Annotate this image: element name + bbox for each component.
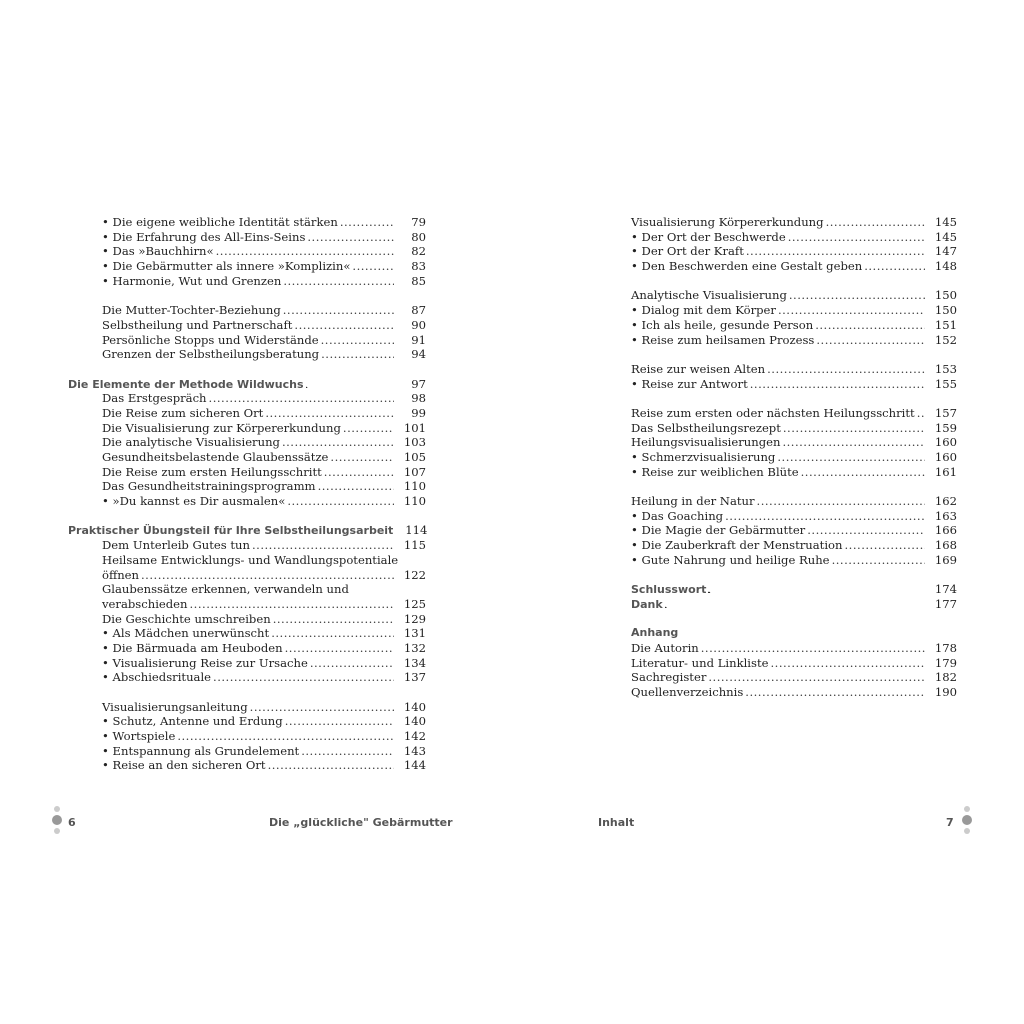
toc-entry	[631, 288, 957, 303]
toc-leader-dots	[826, 215, 925, 230]
toc-leader-dots	[141, 568, 394, 583]
toc-entry	[68, 259, 426, 274]
toc-section-heading	[68, 523, 426, 538]
toc-page-number: 79	[411, 215, 426, 229]
toc-page-number: 132	[403, 640, 426, 655]
toc-entry	[68, 318, 426, 333]
toc-entry	[631, 303, 957, 318]
toc-entry-title: Persönliche Stopps und Widerstände	[102, 332, 319, 347]
toc-entry-title: • Wortspiele	[102, 729, 176, 744]
toc-page-number: 97	[411, 376, 426, 391]
toc-leader-dots	[301, 744, 394, 759]
toc-spacer	[68, 509, 426, 524]
toc-leader-dots	[783, 421, 925, 436]
toc-page-number: 98	[411, 391, 426, 406]
toc-entry	[68, 303, 426, 318]
toc-entry	[631, 656, 957, 671]
toc-entry-title: Die Geschichte umschreiben	[102, 611, 271, 626]
toc-page-number: 131	[403, 626, 426, 641]
toc-spacer	[631, 479, 957, 494]
toc-leader-dots	[725, 509, 925, 524]
right-page-number: 7	[946, 816, 954, 829]
toc-entry-title: • Gute Nahrung und heilige Ruhe	[631, 552, 830, 567]
toc-entry	[68, 597, 426, 612]
toc-leader-dots	[285, 641, 394, 656]
toc-entry	[631, 465, 957, 480]
toc-left-column	[68, 215, 426, 773]
toc-section-heading	[68, 377, 426, 392]
toc-page-number: 179	[934, 655, 957, 670]
toc-page-number: 159	[934, 420, 957, 435]
toc-section-heading	[631, 597, 957, 612]
toc-leader-dots	[801, 465, 925, 480]
toc-page-number: 163	[934, 508, 957, 523]
toc-entry	[631, 435, 957, 450]
toc-entry-title: • Harmonie, Wut und Grenzen	[102, 273, 282, 288]
toc-leader-dots	[209, 391, 394, 406]
toc-entry	[68, 450, 426, 465]
toc-entry-title: Die Autorin	[631, 640, 699, 655]
toc-leader-dots	[789, 288, 925, 303]
toc-spacer	[631, 612, 957, 627]
toc-leader-dots	[708, 670, 925, 685]
toc-page-number: 143	[403, 743, 426, 758]
toc-entry-title: Die analytische Visualisierung	[102, 435, 280, 450]
toc-entry-title: • Die Zauberkraft der Menstruation	[631, 538, 843, 553]
toc-entry-title: Heilung in der Natur	[631, 494, 755, 509]
toc-spacer	[68, 288, 426, 303]
toc-leader-dots	[701, 641, 925, 656]
toc-entry-title: Reise zur weisen Alten	[631, 361, 766, 376]
toc-page-number: 134	[403, 655, 426, 670]
toc-entry	[68, 435, 426, 450]
toc-entry	[631, 685, 957, 700]
left-page-number: 6	[68, 816, 76, 829]
toc-entry	[68, 700, 426, 715]
toc-page-number: 174	[934, 582, 957, 597]
toc-leader-dots	[343, 421, 394, 436]
toc-entry-title: Heilsame Entwicklungs- und Wandlungspotentiale	[102, 552, 399, 567]
toc-entry-title: Schlusswort	[631, 583, 707, 597]
toc-page-number: 90	[411, 317, 426, 332]
toc-entry-title: Die Reise zum ersten Heilungsschritt	[102, 464, 322, 479]
toc-page-number: 129	[403, 611, 426, 626]
toc-entry-title: Gesundheitsbelastende Glaubenssätze	[102, 450, 329, 464]
toc-leader-dots	[815, 318, 925, 333]
toc-entry	[68, 479, 426, 494]
toc-page-number: 110	[403, 479, 426, 494]
toc-entry-title: Die Mutter-Tochter-Beziehung	[102, 303, 281, 318]
toc-page-number: 91	[411, 332, 426, 347]
toc-page-number: 182	[934, 670, 957, 685]
toc-entry	[631, 523, 957, 538]
toc-leader-dots	[318, 479, 394, 494]
toc-page-number: 168	[934, 538, 957, 553]
toc-entry-title: • Das Goaching	[631, 508, 724, 523]
toc-leader-dots	[665, 597, 925, 614]
toc-entry-title: Dank	[631, 597, 663, 611]
toc-entry-title: • Die Bärmuada am Heuboden	[102, 640, 283, 655]
toc-entry-title: • Der Ort der Beschwerde	[631, 229, 786, 244]
toc-entry	[68, 714, 426, 729]
toc-entry	[68, 568, 426, 583]
toc-entry-title: • Schmerzvisualisierung	[631, 450, 776, 464]
toc-entry	[68, 758, 426, 773]
toc-entry	[631, 509, 957, 524]
toc-entry	[631, 362, 957, 377]
toc-leader-dots	[252, 538, 394, 553]
toc-leader-dots	[746, 244, 925, 259]
toc-entry-title: Glaubenssätze erkennen, verwandeln und	[102, 582, 349, 597]
toc-entry-title: Analytische Visualisierung	[631, 288, 787, 303]
toc-entry-title: Das Gesundheitstrainingsprogramm	[102, 479, 316, 494]
toc-entry-title: Visualisierungsanleitung	[102, 699, 248, 714]
toc-entry	[68, 215, 426, 230]
toc-entry	[631, 553, 957, 568]
toc-page-number: 122	[403, 567, 426, 582]
toc-entry	[68, 744, 426, 759]
toc-section-heading	[631, 626, 957, 641]
right-running-title: Inhalt	[598, 816, 635, 829]
toc-leader-dots	[283, 303, 394, 318]
toc-leader-dots	[330, 450, 394, 465]
toc-page-number: 114	[405, 523, 428, 538]
toc-leader-dots	[324, 465, 394, 480]
toc-page-number: 82	[411, 244, 426, 259]
toc-entry	[68, 244, 426, 259]
toc-page-number: 83	[411, 259, 426, 274]
toc-page-number: 107	[403, 464, 426, 479]
toc-entry	[631, 421, 957, 436]
toc-entry-title: • Abschiedsrituale	[102, 670, 212, 685]
toc-page-number: 105	[403, 450, 426, 464]
toc-entry-title: • Die Gebärmutter als innere »Komplizin«	[102, 259, 351, 274]
toc-entry-title: Die Reise zum sicheren Ort	[102, 405, 264, 420]
toc-page-number: 157	[934, 405, 957, 420]
toc-section-heading	[631, 582, 957, 597]
toc-leader-dots	[273, 612, 394, 627]
toc-entry	[68, 582, 426, 597]
toc-entry	[631, 318, 957, 333]
toc-entry	[631, 230, 957, 245]
toc-leader-dots	[777, 450, 925, 465]
toc-leader-dots	[782, 435, 925, 450]
toc-leader-dots	[285, 714, 394, 729]
toc-entry-title: Das Erstgespräch	[102, 391, 207, 406]
toc-page-number: 99	[411, 405, 426, 420]
toc-entry	[631, 670, 957, 685]
toc-leader-dots	[294, 318, 394, 333]
toc-page-number: 115	[403, 538, 426, 553]
toc-entry-title: • Visualisierung Reise zur Ursache	[102, 655, 308, 670]
toc-leader-dots	[917, 406, 925, 421]
toc-entry	[68, 230, 426, 245]
toc-entry-title: • Das »Bauchhirn«	[102, 244, 214, 259]
toc-entry	[68, 656, 426, 671]
toc-page-number: 150	[934, 303, 957, 318]
toc-entry-title: • Reise zur weiblichen Blüte	[631, 464, 799, 479]
toc-entry	[68, 612, 426, 627]
toc-leader-dots	[340, 215, 394, 230]
toc-entry-title: Dem Unterleib Gutes tun	[102, 538, 250, 553]
toc-entry	[68, 641, 426, 656]
toc-entry-title: • Den Beschwerden eine Gestalt geben	[631, 259, 863, 274]
toc-entry-title: Die Visualisierung zur Körpererkundung	[102, 420, 341, 435]
toc-entry	[631, 377, 957, 392]
toc-leader-dots	[321, 347, 394, 362]
toc-leader-dots	[767, 362, 925, 377]
toc-leader-dots	[265, 406, 394, 421]
toc-spacer	[68, 685, 426, 700]
toc-entry	[68, 494, 426, 509]
toc-leader-dots	[282, 435, 394, 450]
toc-page-number: 125	[403, 596, 426, 611]
toc-leader-dots	[778, 303, 925, 318]
toc-leader-dots	[750, 377, 925, 392]
toc-entry-title: • Als Mädchen unerwünscht	[102, 626, 270, 641]
toc-entry	[68, 421, 426, 436]
toc-page-number: 153	[934, 361, 957, 376]
toc-leader-dots	[864, 259, 925, 274]
toc-entry	[68, 670, 426, 685]
toc-entry-title: Selbstheilung und Partnerschaft	[102, 317, 293, 332]
toc-entry-title: • Reise zum heilsamen Prozess	[631, 332, 815, 347]
toc-entry-title: • Ich als heile, gesunde Person	[631, 317, 814, 332]
toc-entry	[68, 333, 426, 348]
toc-page-number: 140	[403, 714, 426, 729]
toc-entry-title: öffnen	[102, 567, 140, 582]
toc-page-number: 101	[403, 420, 426, 435]
toc-entry	[631, 244, 957, 259]
toc-leader-dots	[352, 259, 394, 274]
toc-entry	[68, 729, 426, 744]
toc-entry-title: Grenzen der Selbstheilungsberatung	[102, 347, 320, 362]
toc-page-number: 110	[403, 494, 426, 509]
toc-entry-title: • Entspannung als Grundelement	[102, 743, 300, 758]
toc-page-number: 150	[934, 288, 957, 303]
toc-spacer	[68, 362, 426, 377]
toc-entry	[68, 391, 426, 406]
toc-page-number: 162	[934, 494, 957, 509]
toc-entry-title: • Der Ort der Kraft	[631, 244, 744, 259]
toc-entry	[631, 450, 957, 465]
toc-entry	[68, 553, 426, 568]
toc-page-number: 87	[411, 303, 426, 318]
toc-entry	[68, 274, 426, 289]
toc-right-column	[631, 215, 957, 700]
toc-entry	[68, 347, 426, 362]
toc-leader-dots	[832, 553, 925, 568]
toc-page-number: 80	[411, 229, 426, 244]
toc-leader-dots	[283, 274, 394, 289]
toc-page-number: 103	[403, 435, 426, 450]
toc-page-number: 169	[934, 552, 957, 567]
toc-spacer	[631, 274, 957, 289]
toc-page-number: 166	[934, 523, 957, 538]
toc-entry	[68, 626, 426, 641]
toc-entry-title: • Dialog mit dem Körper	[631, 303, 776, 318]
toc-entry	[68, 406, 426, 421]
toc-entry-title: Quellenverzeichnis	[631, 685, 744, 699]
toc-entry	[631, 215, 957, 230]
toc-page-number: 85	[411, 273, 426, 288]
toc-leader-dots	[177, 729, 394, 744]
toc-entry-title: Die Elemente der Methode Wildwuchs	[68, 377, 304, 391]
page-marker-dots-left	[51, 806, 63, 837]
toc-page-number: 94	[411, 347, 426, 362]
toc-entry-title: • Reise zur Antwort	[631, 376, 748, 391]
toc-entry	[631, 494, 957, 509]
toc-page-number: 145	[934, 229, 957, 244]
toc-page-number: 160	[934, 450, 957, 464]
toc-page-number: 155	[934, 376, 957, 391]
toc-leader-dots	[845, 538, 925, 553]
toc-entry	[68, 538, 426, 553]
toc-page-number: 190	[934, 685, 957, 699]
toc-page-number: 177	[934, 596, 957, 611]
toc-leader-dots	[745, 685, 925, 700]
toc-entry-title: verabschieden	[102, 596, 188, 611]
toc-leader-dots	[271, 626, 394, 641]
toc-entry-title: Anhang	[631, 626, 679, 640]
toc-entry	[68, 465, 426, 480]
toc-page-number: 147	[934, 244, 957, 259]
toc-spacer	[631, 391, 957, 406]
toc-leader-dots	[213, 670, 394, 685]
toc-page-number: 137	[403, 670, 426, 685]
toc-page-number: 151	[934, 317, 957, 332]
toc-entry	[631, 406, 957, 421]
toc-leader-dots	[216, 244, 394, 259]
toc-leader-dots	[307, 230, 394, 245]
toc-entry-title: • Die Erfahrung des All-Eins-Seins	[102, 229, 306, 244]
toc-entry-title: Praktischer Übungsteil für Ihre Selbstheilungsarbeit	[68, 524, 394, 538]
toc-page-number: 144	[403, 758, 426, 773]
toc-leader-dots	[788, 230, 925, 245]
toc-entry	[631, 538, 957, 553]
toc-entry-title: Visualisierung Körpererkundung	[631, 215, 824, 229]
toc-leader-dots	[310, 656, 394, 671]
toc-page-number: 140	[403, 699, 426, 714]
toc-entry	[631, 641, 957, 656]
toc-entry-title: • »Du kannst es Dir ausmalen«	[102, 494, 286, 509]
toc-leader-dots	[287, 494, 394, 509]
toc-leader-dots	[190, 597, 394, 612]
toc-entry-title: Reise zum ersten oder nächsten Heilungsschritt	[631, 405, 915, 420]
toc-leader-dots	[250, 700, 394, 715]
toc-leader-dots	[816, 333, 925, 348]
toc-leader-dots	[770, 656, 925, 671]
toc-leader-dots	[321, 333, 394, 348]
left-running-title: Die „glückliche" Gebärmutter	[269, 816, 453, 829]
toc-entry	[631, 259, 957, 274]
page-marker-dots-right	[961, 806, 973, 837]
toc-page-number: 148	[934, 259, 957, 274]
toc-leader-dots	[807, 523, 925, 538]
toc-page-number: 145	[934, 215, 957, 229]
toc-entry-title: Sachregister	[631, 670, 707, 685]
toc-entry-title: • Die Magie der Gebärmutter	[631, 523, 806, 538]
toc-entry-title: Das Selbstheilungsrezept	[631, 420, 781, 435]
toc-page-number: 161	[934, 464, 957, 479]
toc-leader-dots	[268, 758, 394, 773]
toc-entry-title: Heilungsvisualisierungen	[631, 435, 781, 450]
toc-leader-dots	[757, 494, 925, 509]
toc-entry-title: Literatur- und Linkliste	[631, 655, 769, 670]
toc-page-number: 160	[934, 435, 957, 450]
toc-entry-title: • Reise an den sicheren Ort	[102, 758, 266, 773]
toc-entry-title: • Schutz, Antenne und Erdung	[102, 714, 283, 729]
toc-page-number: 178	[934, 640, 957, 655]
toc-spacer	[631, 568, 957, 583]
toc-spacer	[631, 347, 957, 362]
toc-entry	[631, 333, 957, 348]
toc-page-number: 152	[934, 332, 957, 347]
toc-page-number: 142	[403, 729, 426, 744]
toc-entry-title: • Die eigene weibliche Identität stärken	[102, 215, 338, 229]
